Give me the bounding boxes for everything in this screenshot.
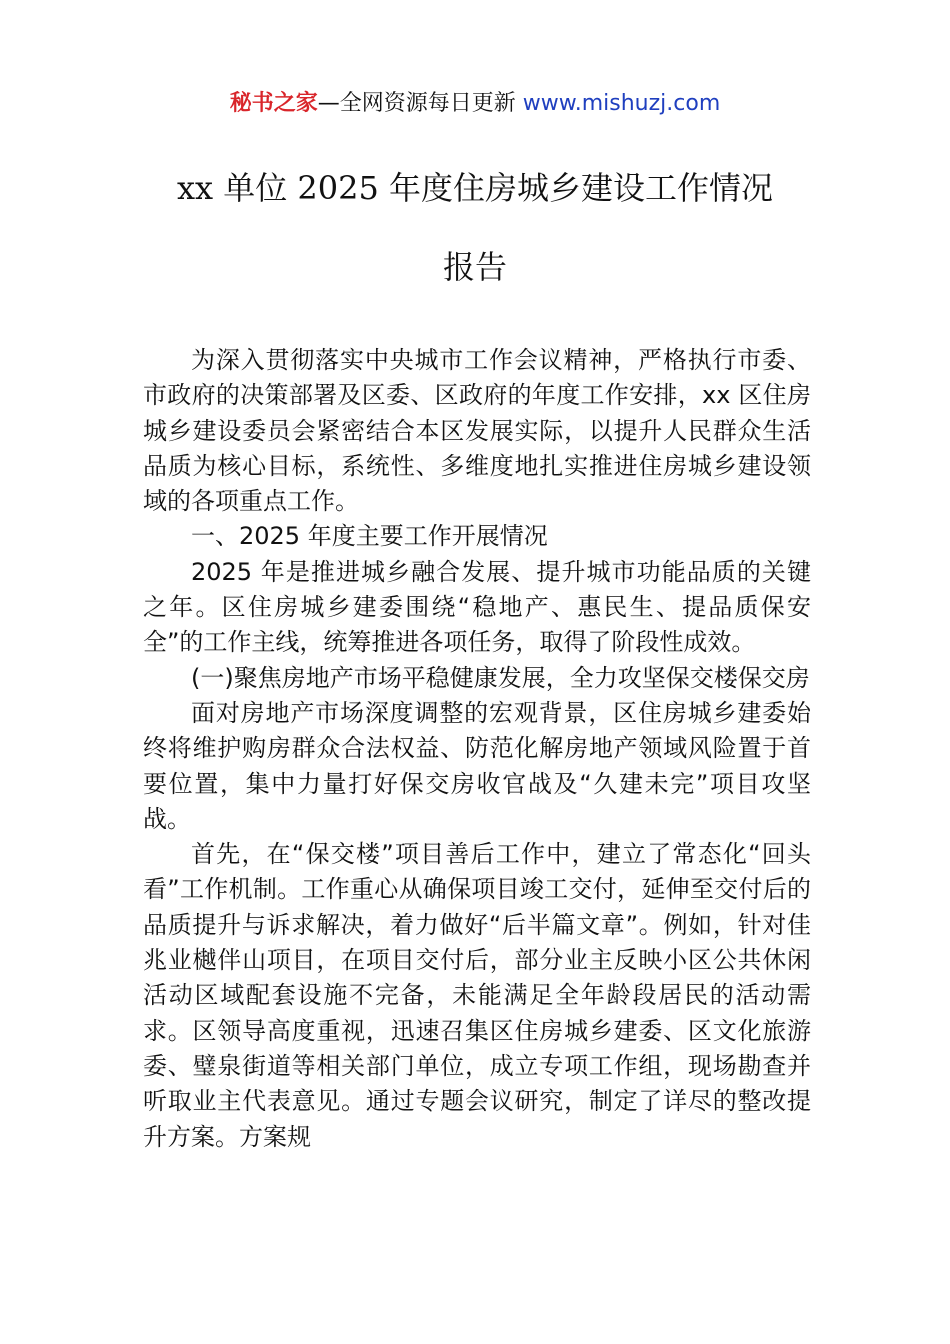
site-header — [0, 88, 950, 120]
title-line-2: 报告 — [442, 248, 507, 286]
paragraph-first-measure: 首先，在“保交楼”项目善后工作中，建立了常态化“回头看”工作机制。工作重心从确保项目竣工交付，延伸至交付后的品质提升与诉求解决，着力做好“后半篇文章”。例如，针对佳兆业樾伴山项目，在项目交付后，部分业主反映小区公共休闲活动区域配套设施不完备，未能满足全年龄段居民的活动需求。区领导高度重视，迅速召集区住房城乡建委、区文化旅游委、璧泉街道等相关部门单位，成立专项工作组，现场勘查并听取业主代表意见。通过专题会议研究，制定了详尽的整改提升方案。方案规 — [143, 840, 811, 1151]
document-title — [100, 163, 850, 292]
paragraph-overview: 2025 年是推进城乡融合发展、提升城市功能品质的关键之年。区住房城乡建委围绕“稳地产、惠民生、提品质保安全”的工作主线，统筹推进各项任务，取得了阶段性成效。 — [143, 557, 811, 657]
title-line-1: xx 单位 2025 年度住房城乡建设工作情况 — [176, 169, 774, 207]
subsection-heading-1: (一)聚焦房地产市场平稳健康发展，全力攻坚保交楼保交房 — [191, 663, 810, 692]
paragraph-background: 面对房地产市场深度调整的宏观背景，区住房城乡建委始终将维护购房群众合法权益、防范化解房地产领域风险置于首要位置，集中力量打好保交房收官战及“久建未完”项目攻坚战。 — [143, 698, 811, 833]
paragraph-intro: 为深入贯彻落实中央城市工作会议精神，严格执行市委、市政府的决策部署及区委、区政府的年度工作安排，xx 区住房城乡建设委员会紧密结合本区发展实际，以提升人民群众生活品质为核心目标，系统性、多维度地扎实推进住房城乡建设领域的各项重点工作。 — [143, 346, 811, 516]
section-heading-1: 一、2025 年度主要工作开展情况 — [191, 522, 548, 551]
document-body — [143, 343, 811, 1155]
header-tagline: —全网资源每日更新 — [317, 91, 523, 116]
site-url[interactable]: www.mishuzj.com — [522, 91, 721, 116]
brand-name: 秘书之家 — [229, 91, 318, 116]
